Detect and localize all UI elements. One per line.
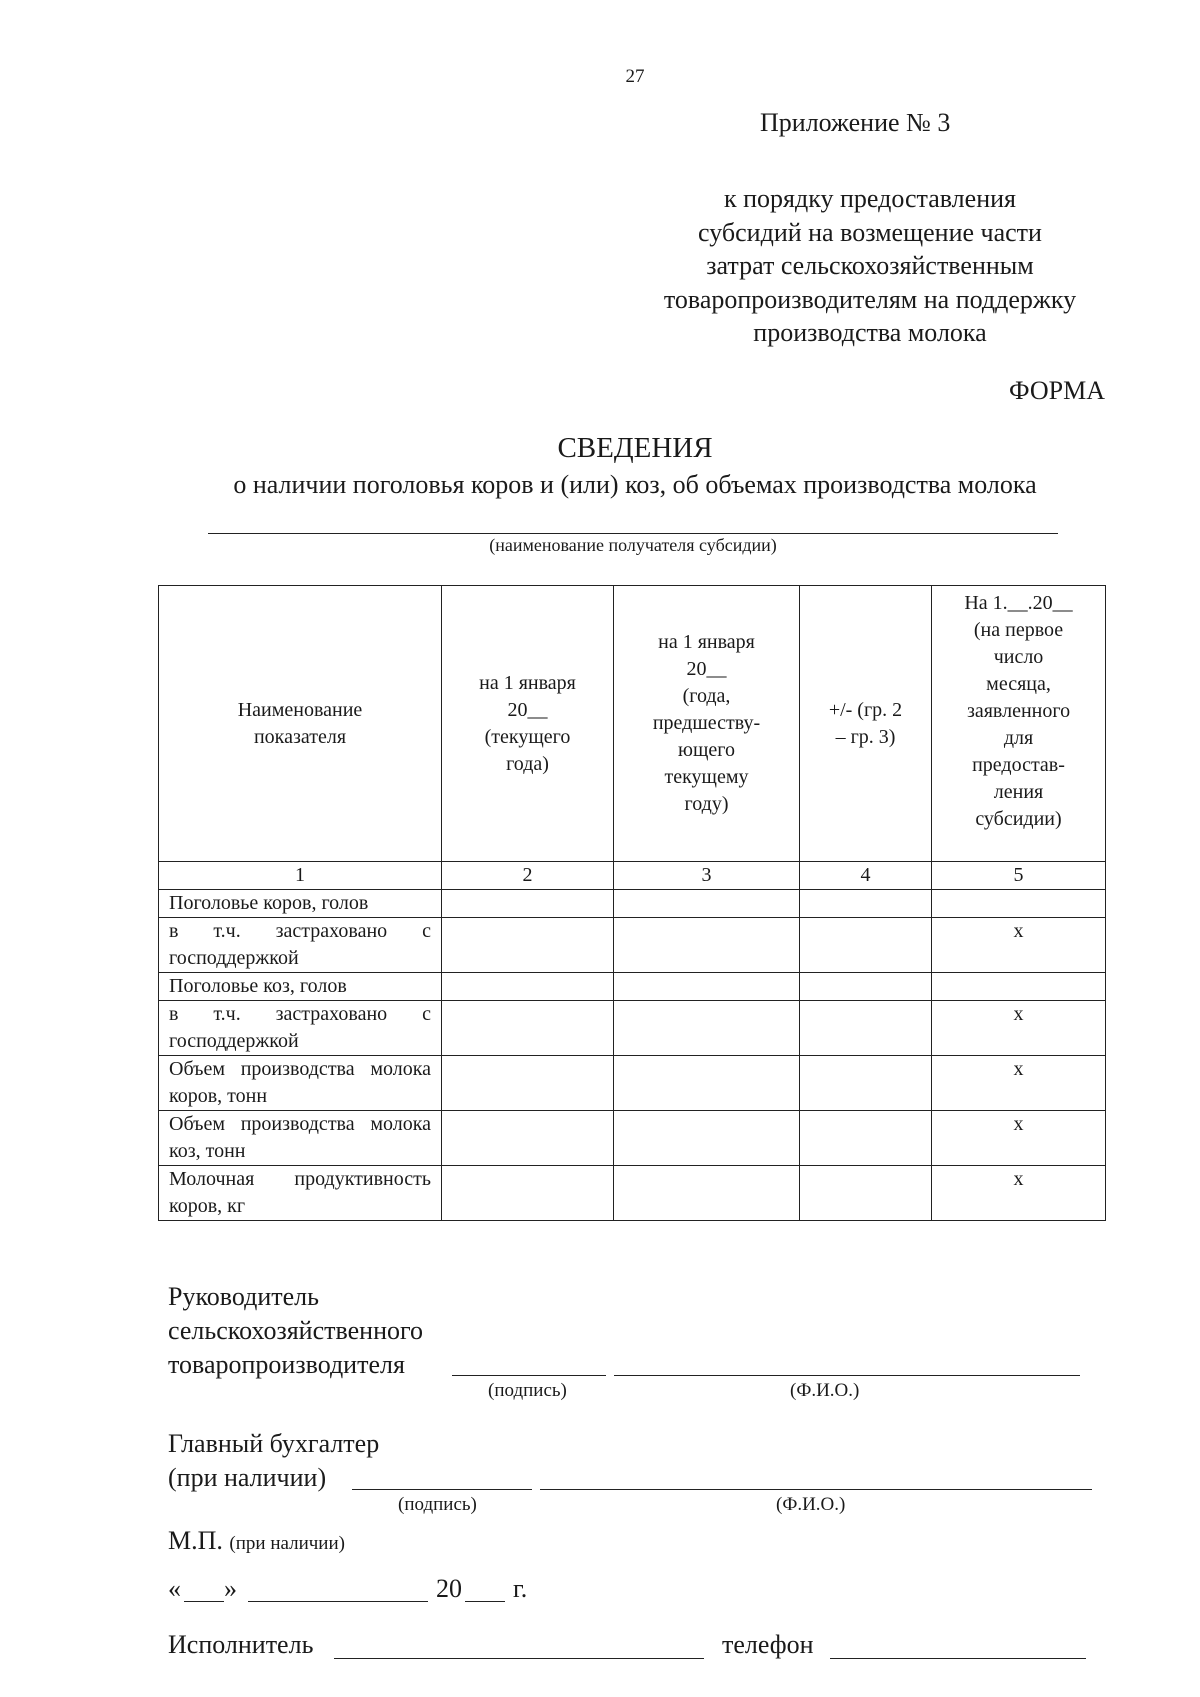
date-day-line[interactable] [184,1601,224,1602]
page-number: 27 [625,66,645,87]
not-applicable-mark: х [932,1056,1106,1111]
table-row [159,918,1106,973]
appendix-line: затрат сельскохозяйственным [706,251,1034,280]
row-label: Объем производства молока коз, тонн [159,1111,442,1166]
date-year-prefix: 20 [436,1574,462,1603]
data-cell[interactable] [932,973,1106,1001]
document-title: СВЕДЕНИЯ [557,432,713,464]
header-previous-year: на 1 января 20__ (года, предшеству- ющего текущему году) [614,586,800,862]
table-row [159,890,1106,918]
data-cell[interactable] [614,1111,800,1166]
header-difference: +/- (гр. 2 – гр. 3) [800,586,932,862]
signature-caption: (подпись) [488,1380,567,1401]
data-cell[interactable] [442,1166,614,1221]
appendix-title: Приложение № 3 [760,108,951,137]
row-label: Поголовье коз, голов [159,973,442,1001]
head-name-line[interactable] [614,1375,1080,1376]
column-number: 1 [159,862,442,890]
data-cell[interactable] [442,973,614,1001]
table-row [159,1166,1106,1221]
data-cell[interactable] [614,1056,800,1111]
header-subsidy-month: На 1.__.20__ (на первое число месяца, заявленного для предостав- ления субсидии) [932,586,1106,862]
head-signature-label: Руководитель сельскохозяйственного товаропроизводителя [168,1282,423,1379]
date-year-suffix: г. [513,1574,528,1603]
name-caption: (Ф.И.О.) [776,1494,846,1515]
executor-line[interactable] [334,1658,704,1659]
table-header-row [159,586,1106,862]
data-cell[interactable] [442,918,614,973]
table-row [159,973,1106,1001]
document-subtitle: о наличии поголовья коров и (или) коз, об объемах производства молока [233,470,1037,499]
data-cell[interactable] [800,918,932,973]
data-cell[interactable] [800,1001,932,1056]
accountant-signature-line[interactable] [352,1489,532,1490]
not-applicable-mark: х [932,1001,1106,1056]
header-indicator-name: Наименование показателя [159,586,442,862]
column-number: 5 [932,862,1106,890]
appendix-line: к порядку предоставления [724,184,1016,213]
appendix-line: субсидий на возмещение части [698,217,1042,247]
row-label: Объем производства молока коров, тонн [159,1056,442,1111]
phone-label: телефон [722,1630,814,1659]
name-caption: (Ф.И.О.) [790,1380,860,1401]
column-number: 3 [614,862,800,890]
stamp-note: (при наличии) [229,1533,345,1554]
column-number-row [159,862,1106,890]
table-row [159,1056,1106,1111]
data-cell[interactable] [442,1001,614,1056]
appendix-line: производства молока [753,318,987,347]
date-year-line[interactable] [465,1601,505,1602]
column-number: 2 [442,862,614,890]
appendix-line: товаропроизводителям на поддержку [663,284,1077,314]
not-applicable-mark: х [932,1111,1106,1166]
row-label: в т.ч. застраховано с господдержкой [159,918,442,973]
date-close-quote: » [224,1574,237,1603]
data-cell[interactable] [614,918,800,973]
data-cell[interactable] [614,973,800,1001]
header-current-year: на 1 января 20__ (текущего года) [442,586,614,862]
data-cell[interactable] [614,1166,800,1221]
recipient-caption: (наименование получателя субсидии) [489,535,777,555]
executor-label: Исполнитель [168,1630,314,1659]
row-label: в т.ч. застраховано с господдержкой [159,1001,442,1056]
stamp-label: М.П. (при наличии) [168,1526,345,1555]
signature-caption: (подпись) [398,1494,477,1515]
data-cell[interactable] [442,890,614,918]
date-open-quote: « [168,1574,181,1603]
data-cell[interactable] [800,890,932,918]
column-number: 4 [800,862,932,890]
accountant-name-line[interactable] [540,1489,1092,1490]
head-signature-line[interactable] [452,1375,606,1376]
row-label: Поголовье коров, голов [159,890,442,918]
not-applicable-mark: х [932,1166,1106,1221]
date-month-line[interactable] [248,1601,428,1602]
data-cell[interactable] [442,1056,614,1111]
data-cell[interactable] [614,890,800,918]
accountant-signature-label: Главный бухгалтер (при наличии) [168,1429,380,1492]
data-table [158,585,1106,1221]
table-row [159,1111,1106,1166]
not-applicable-mark: х [932,918,1106,973]
form-label: ФОРМА [1009,376,1105,405]
data-cell[interactable] [932,890,1106,918]
data-cell[interactable] [800,1166,932,1221]
row-label: Молочная продуктивность коров, кг [159,1166,442,1221]
table-row [159,1001,1106,1056]
data-cell[interactable] [614,1001,800,1056]
phone-line[interactable] [830,1658,1086,1659]
data-cell[interactable] [800,1111,932,1166]
data-cell[interactable] [442,1111,614,1166]
recipient-name-line[interactable] [208,533,1058,534]
appendix-description [600,182,1140,350]
data-cell[interactable] [800,973,932,1001]
data-cell[interactable] [800,1056,932,1111]
